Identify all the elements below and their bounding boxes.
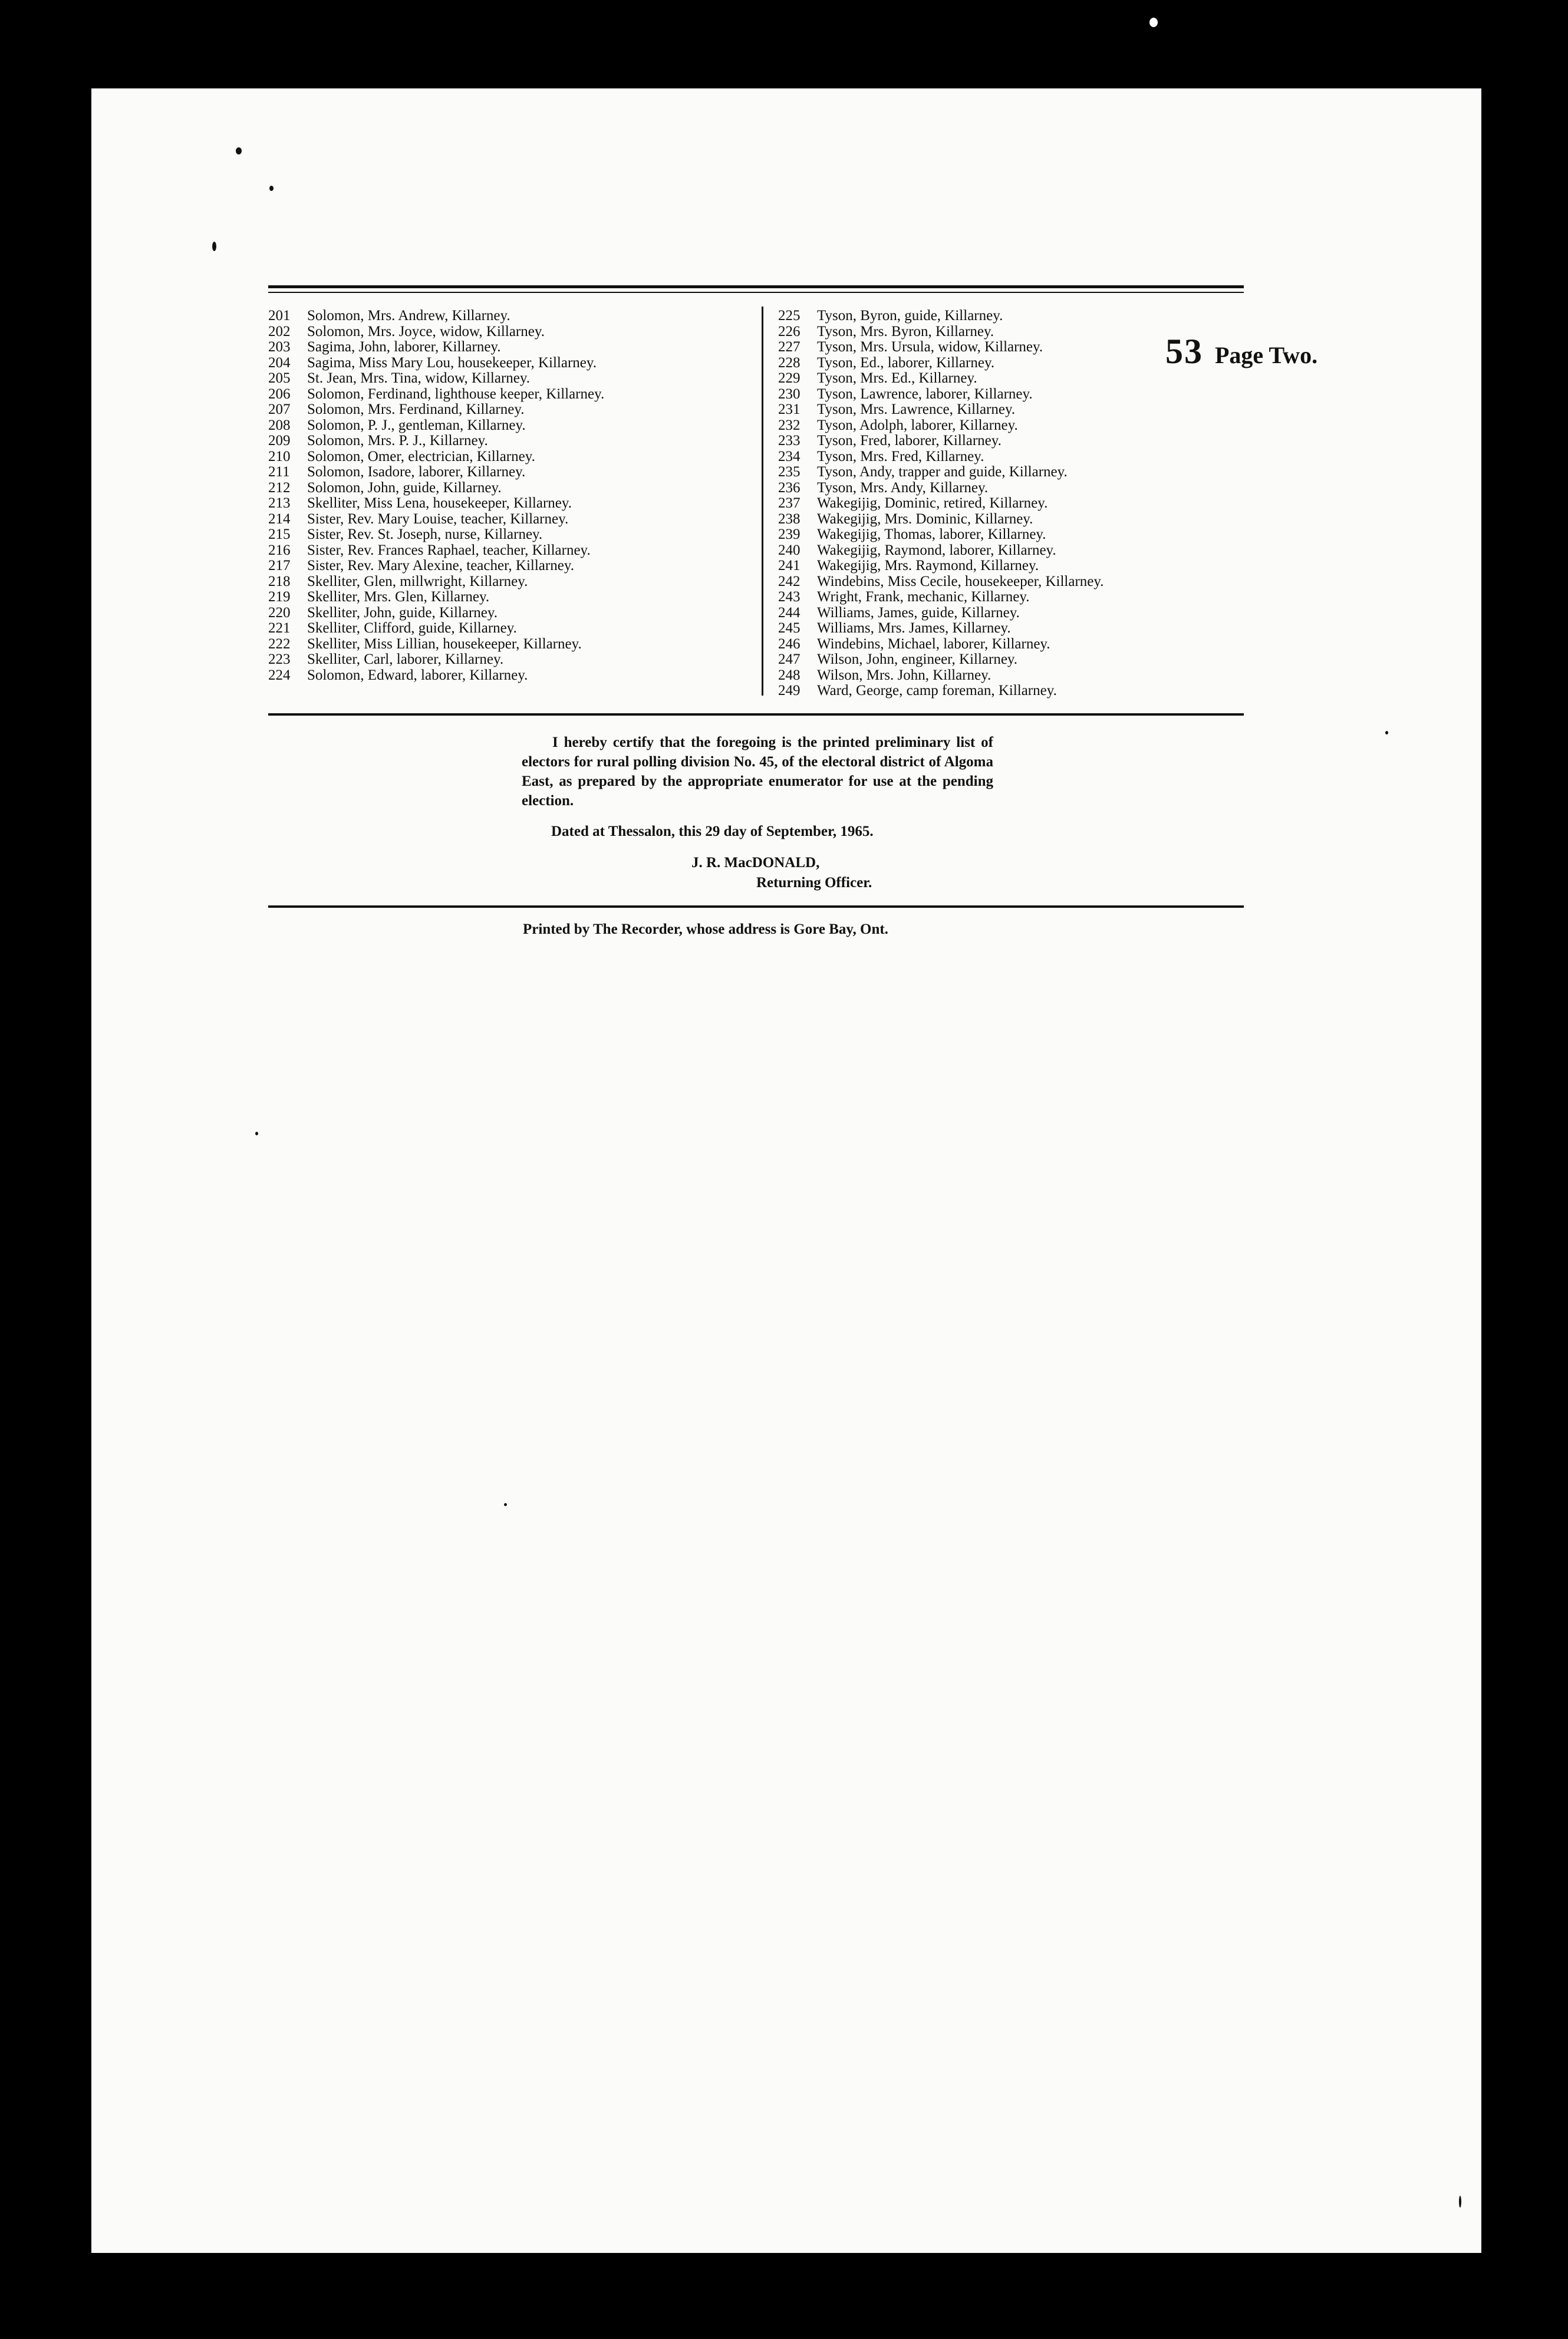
elector-row <box>778 574 1261 590</box>
certification-text: I hereby certify that the foregoing is the printed preliminary list of electors for rural polling division No. 45, of the electoral district of Algoma East, as prepared by the appropriate enumerator for use at the pending election. <box>522 734 993 809</box>
elector-number: 217 <box>268 558 291 574</box>
elector-number: 216 <box>268 542 291 558</box>
elector-number: 205 <box>268 370 291 386</box>
elector-number: 240 <box>778 542 801 558</box>
elector-entry: Solomon, Isadore, laborer, Killarney. <box>307 464 526 480</box>
elector-number: 241 <box>778 558 801 574</box>
elector-entry: Sister, Rev. Mary Louise, teacher, Killarney. <box>307 510 569 527</box>
elector-row <box>778 340 1261 355</box>
elector-row <box>268 308 752 324</box>
elector-number: 248 <box>778 667 801 683</box>
elector-number: 242 <box>778 573 801 589</box>
elector-row <box>778 464 1261 480</box>
elector-row <box>268 668 752 684</box>
elector-row <box>268 574 752 590</box>
elector-row <box>778 652 1261 668</box>
elector-entry: Tyson, Mrs. Andy, Killarney. <box>817 479 989 496</box>
elector-row <box>778 668 1261 684</box>
elector-entry: Skelliter, Carl, laborer, Killarney. <box>307 651 504 667</box>
elector-row <box>268 464 752 480</box>
elector-row <box>778 418 1261 434</box>
elector-entry: Windebins, Miss Cecile, housekeeper, Killarney. <box>817 573 1104 589</box>
elector-number: 247 <box>778 651 801 667</box>
elector-entry: St. Jean, Mrs. Tina, widow, Killarney. <box>307 370 531 386</box>
elector-entry: Sister, Rev. Mary Alexine, teacher, Killarney. <box>307 558 574 574</box>
elector-entry: Solomon, Mrs. Ferdinand, Killarney. <box>307 401 525 417</box>
elector-number: 243 <box>778 589 801 605</box>
elector-row <box>778 605 1261 621</box>
elector-entry: Sagima, Miss Mary Lou, housekeeper, Killarney. <box>307 354 597 371</box>
scan-speck <box>269 186 274 191</box>
elector-number: 201 <box>268 308 291 324</box>
elector-number: 203 <box>268 339 291 355</box>
elector-entry: Skelliter, Clifford, guide, Killarney. <box>307 620 517 636</box>
top-rule <box>268 285 1244 288</box>
elector-entry: Windebins, Michael, laborer, Killarney. <box>817 635 1050 652</box>
elector-row <box>778 621 1261 637</box>
elector-row <box>268 402 752 418</box>
elector-row <box>268 340 752 355</box>
elector-entry: Solomon, Mrs. Joyce, widow, Killarney. <box>307 323 545 340</box>
elector-row <box>268 496 752 512</box>
electors-column-left <box>268 308 752 683</box>
elector-number: 238 <box>778 510 801 527</box>
elector-entry: Wilson, John, engineer, Killarney. <box>817 651 1018 667</box>
elector-entry: Tyson, Byron, guide, Killarney. <box>817 308 1003 324</box>
elector-number: 244 <box>778 604 801 621</box>
elector-entry: Solomon, P. J., gentleman, Killarney. <box>307 417 526 433</box>
elector-entry: Wakegijig, Mrs. Dominic, Killarney. <box>817 510 1033 527</box>
elector-entry: Sister, Rev. Frances Raphael, teacher, Killarney. <box>307 542 591 558</box>
elector-number: 210 <box>268 448 291 464</box>
elector-row <box>778 683 1261 699</box>
elector-number: 213 <box>268 495 291 511</box>
elector-number: 206 <box>268 386 291 402</box>
elector-row <box>268 652 752 668</box>
elector-entry: Wilson, Mrs. John, Killarney. <box>817 667 991 683</box>
elector-row <box>778 480 1261 496</box>
elector-row <box>268 558 752 574</box>
signer-title: Returning Officer. <box>756 875 872 891</box>
page-number: 53 <box>1165 332 1203 371</box>
elector-row <box>268 371 752 387</box>
elector-row <box>268 480 752 496</box>
elector-entry: Solomon, Mrs. Andrew, Killarney. <box>307 308 510 324</box>
elector-row <box>268 418 752 434</box>
elector-row <box>778 433 1261 449</box>
elector-number: 227 <box>778 339 801 355</box>
elector-row <box>778 387 1261 403</box>
elector-row <box>778 324 1261 340</box>
elector-entry: Sister, Rev. St. Joseph, nurse, Killarney. <box>307 526 543 542</box>
elector-row <box>778 402 1261 418</box>
elector-row <box>268 637 752 653</box>
elector-entry: Skelliter, Mrs. Glen, Killarney. <box>307 589 490 605</box>
elector-number: 218 <box>268 573 291 589</box>
elector-entry: Ward, George, camp foreman, Killarney. <box>817 683 1057 699</box>
elector-number: 237 <box>778 495 801 511</box>
elector-row <box>268 605 752 621</box>
elector-number: 245 <box>778 620 801 636</box>
list-end-rule <box>268 713 1244 716</box>
elector-row <box>268 433 752 449</box>
elector-entry: Williams, Mrs. James, Killarney. <box>817 620 1011 636</box>
elector-number: 226 <box>778 323 801 340</box>
elector-entry: Tyson, Mrs. Byron, Killarney. <box>817 323 994 340</box>
elector-number: 232 <box>778 417 801 433</box>
dated-line: Dated at Thessalon, this 29 day of September, 1965. <box>551 823 874 839</box>
certification-statement <box>522 733 993 811</box>
elector-entry: Wakegijig, Mrs. Raymond, Killarney. <box>817 558 1039 574</box>
elector-row <box>268 512 752 528</box>
elector-entry: Wakegijig, Thomas, laborer, Killarney. <box>817 526 1046 542</box>
elector-row <box>268 621 752 637</box>
elector-entry: Tyson, Adolph, laborer, Killarney. <box>817 417 1018 433</box>
scan-speck <box>212 242 216 251</box>
top-rule-thin <box>268 292 1244 293</box>
elector-entry: Solomon, Mrs. P. J., Killarney. <box>307 433 488 449</box>
elector-number: 209 <box>268 433 291 449</box>
elector-row <box>778 527 1261 543</box>
elector-row <box>778 355 1261 371</box>
elector-number: 229 <box>778 370 801 386</box>
elector-entry: Tyson, Ed., laborer, Killarney. <box>817 354 995 371</box>
elector-number: 225 <box>778 308 801 324</box>
elector-entry: Solomon, Edward, laborer, Killarney. <box>307 667 528 683</box>
elector-row <box>778 558 1261 574</box>
elector-number: 204 <box>268 354 291 371</box>
elector-entry: Tyson, Andy, trapper and guide, Killarney. <box>817 464 1068 480</box>
elector-entry: Tyson, Fred, laborer, Killarney. <box>817 433 1002 449</box>
elector-number: 236 <box>778 479 801 496</box>
elector-number: 223 <box>268 651 291 667</box>
elector-number: 211 <box>268 464 290 480</box>
elector-entry: Solomon, John, guide, Killarney. <box>307 479 502 496</box>
elector-number: 224 <box>268 667 291 683</box>
elector-row <box>268 543 752 559</box>
elector-number: 215 <box>268 526 291 542</box>
elector-row <box>268 527 752 543</box>
elector-entry: Tyson, Mrs. Lawrence, Killarney. <box>817 401 1016 417</box>
elector-entry: Skelliter, Glen, millwright, Killarney. <box>307 573 528 589</box>
electors-column-right <box>778 308 1261 699</box>
elector-number: 231 <box>778 401 801 417</box>
elector-row <box>268 355 752 371</box>
elector-entry: Skelliter, Miss Lillian, housekeeper, Killarney. <box>307 635 582 652</box>
elector-entry: Tyson, Mrs. Fred, Killarney. <box>817 448 984 464</box>
elector-row <box>778 543 1261 559</box>
elector-row <box>778 512 1261 528</box>
elector-number: 249 <box>778 683 801 699</box>
elector-row <box>778 308 1261 324</box>
elector-entry: Sagima, John, laborer, Killarney. <box>307 339 501 355</box>
elector-entry: Solomon, Omer, electrician, Killarney. <box>307 448 535 464</box>
elector-entry: Wakegijig, Raymond, laborer, Killarney. <box>817 542 1056 558</box>
elector-number: 222 <box>268 635 291 652</box>
elector-entry: Wakegijig, Dominic, retired, Killarney. <box>817 495 1048 511</box>
elector-number: 234 <box>778 448 801 464</box>
elector-number: 208 <box>268 417 291 433</box>
elector-number: 239 <box>778 526 801 542</box>
elector-number: 202 <box>268 323 291 340</box>
elector-row <box>778 371 1261 387</box>
elector-row <box>778 496 1261 512</box>
footer-rule <box>268 905 1244 908</box>
elector-entry: Solomon, Ferdinand, lighthouse keeper, Killarney. <box>307 386 605 402</box>
elector-row <box>778 449 1261 465</box>
scan-speck <box>1385 731 1388 734</box>
elector-number: 230 <box>778 386 801 402</box>
elector-number: 228 <box>778 354 801 371</box>
scan-speck <box>255 1132 258 1135</box>
elector-number: 219 <box>268 589 291 605</box>
elector-number: 214 <box>268 510 291 527</box>
elector-entry: Williams, James, guide, Killarney. <box>817 604 1020 621</box>
elector-entry: Tyson, Mrs. Ursula, widow, Killarney. <box>817 339 1043 355</box>
elector-number: 212 <box>268 479 291 496</box>
elector-entry: Tyson, Lawrence, laborer, Killarney. <box>817 386 1033 402</box>
elector-number: 235 <box>778 464 801 480</box>
scan-speck <box>504 1503 507 1506</box>
elector-number: 221 <box>268 620 291 636</box>
elector-entry: Skelliter, John, guide, Killarney. <box>307 604 498 621</box>
elector-entry: Skelliter, Miss Lena, housekeeper, Killarney. <box>307 495 572 511</box>
page-title: Page Two. <box>1215 342 1318 368</box>
elector-number: 246 <box>778 635 801 652</box>
elector-entry: Tyson, Mrs. Ed., Killarney. <box>817 370 977 386</box>
elector-row <box>778 589 1261 605</box>
elector-entry: Wright, Frank, mechanic, Killarney. <box>817 589 1030 605</box>
scan-speck <box>1149 18 1158 27</box>
elector-number: 220 <box>268 604 291 621</box>
elector-row <box>268 324 752 340</box>
elector-row <box>268 387 752 403</box>
scan-speck <box>1459 2196 1461 2208</box>
elector-number: 207 <box>268 401 291 417</box>
elector-number: 233 <box>778 433 801 449</box>
printer-imprint: Printed by The Recorder, whose address is Gore Bay, Ont. <box>523 921 888 937</box>
column-divider <box>762 307 763 696</box>
scan-speck <box>236 147 242 154</box>
signer-name: J. R. MacDONALD, <box>691 855 820 871</box>
elector-row <box>778 637 1261 653</box>
elector-row <box>268 589 752 605</box>
elector-row <box>268 449 752 465</box>
